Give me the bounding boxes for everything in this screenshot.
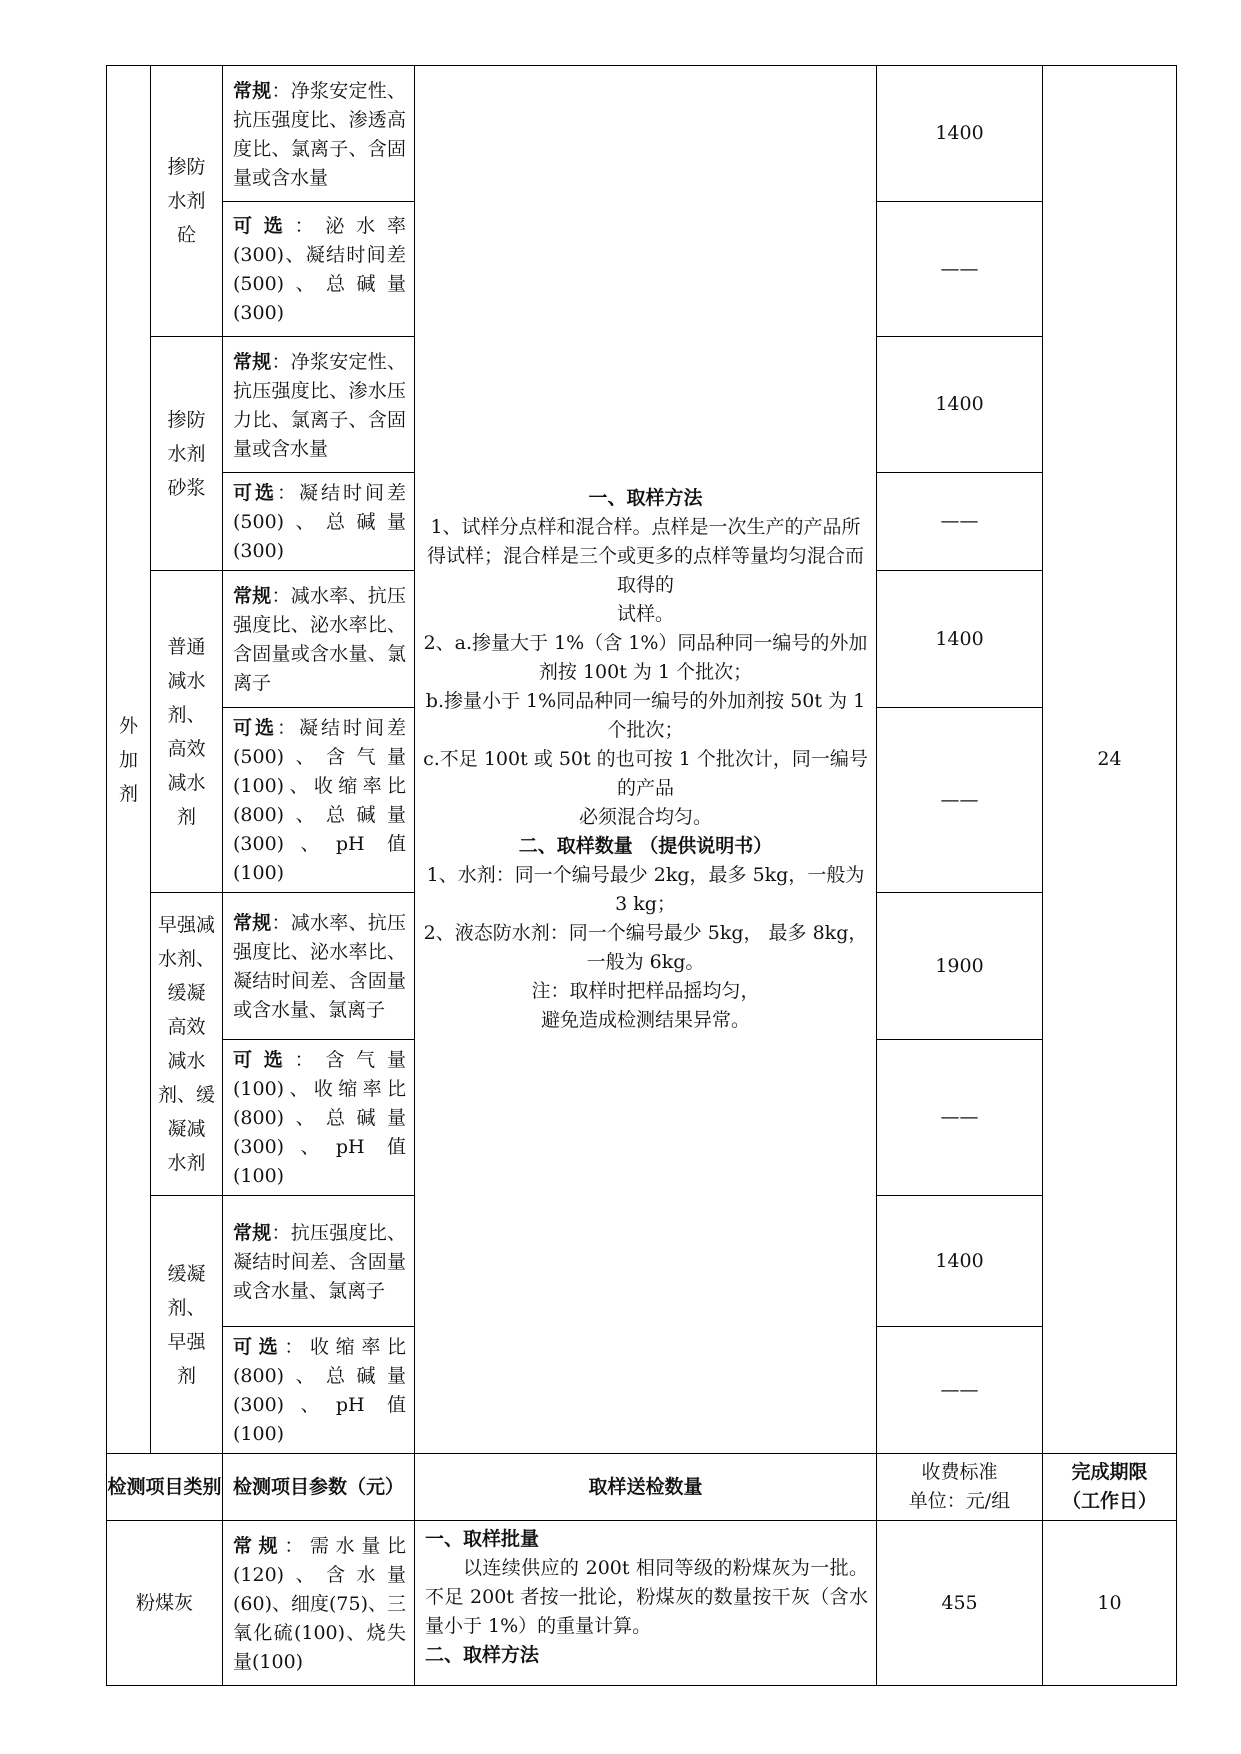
table-row: [107, 66, 1177, 202]
header-sampling: 取样送检数量: [415, 1454, 877, 1521]
fee-value: 1400: [877, 337, 1043, 473]
fee-value: ——: [877, 1040, 1043, 1196]
category-admixture: 外 加 剂: [107, 66, 151, 1454]
fee-value: ——: [877, 473, 1043, 571]
subcategory-name: 掺防 水剂 砂浆: [151, 337, 223, 571]
fee-value: ——: [877, 708, 1043, 893]
header-fee: 收费标准 单位：元/组: [877, 1454, 1043, 1521]
table-row: [107, 1521, 1177, 1686]
fee-value: 1400: [877, 66, 1043, 202]
routine-params: 常规：净浆安定性、抗压强度比、渗透高度比、氯离子、含固量或含水量: [223, 66, 415, 202]
header-category: 检测项目类别: [107, 1454, 223, 1521]
subcategory-name: 早强减 水剂、 缓凝 高效 减水 剂、缓 凝减 水剂: [151, 893, 223, 1196]
header-params: 检测项目参数（元）: [223, 1454, 415, 1521]
fee-value: 1400: [877, 1196, 1043, 1327]
inspection-fee-table: [106, 65, 1177, 1686]
completion-days: 24: [1043, 66, 1177, 1454]
routine-params: 常规：净浆安定性、抗压强度比、渗水压力比、氯离子、含固量或含水量: [223, 337, 415, 473]
optional-params: 可选：凝结时间差(500)、含气量(100)、收缩率比(800)、总碱量(300)、pH 值(100): [223, 708, 415, 893]
optional-params: 可选：泌水率(300)、凝结时间差(500)、总碱量(300): [223, 202, 415, 337]
category-flyash: 粉煤灰: [107, 1521, 223, 1686]
fee-value: 1900: [877, 893, 1043, 1040]
header-days: 完成期限 （工作日）: [1043, 1454, 1177, 1521]
sampling-instructions: 一、取样批量 以连续供应的 200t 相同等级的粉煤灰为一批。不足 200t 者按一批论，粉煤灰的数量按干灰（含水量小于 1%）的重量计算。 二、取样方法: [415, 1521, 877, 1686]
optional-params: 可选：凝结时间差(500)、总碱量(300): [223, 473, 415, 571]
routine-params: 常规：减水率、抗压强度比、泌水率比、含固量或含水量、氯离子: [223, 571, 415, 708]
routine-params: 常规：减水率、抗压强度比、泌水率比、凝结时间差、含固量或含水量、氯离子: [223, 893, 415, 1040]
subcategory-name: 普通 减水 剂、 高效 减水 剂: [151, 571, 223, 893]
routine-params: 常规：抗压强度比、凝结时间差、含固量或含水量、氯离子: [223, 1196, 415, 1327]
fee-value: 1400: [877, 571, 1043, 708]
routine-params: 常规：需水量比(120)、含水量(60)、细度(75)、三氧化硫(100)、烧失量(100): [223, 1521, 415, 1686]
subcategory-name: 缓凝 剂、 早强 剂: [151, 1196, 223, 1454]
fee-value: 455: [877, 1521, 1043, 1686]
fee-value: ——: [877, 202, 1043, 337]
optional-params: 可选：收缩率比(800)、总碱量(300)、pH 值(100): [223, 1327, 415, 1454]
completion-days: 10: [1043, 1521, 1177, 1686]
table-header-row: [107, 1454, 1177, 1521]
sampling-instructions: 一、取样方法 1、试样分点样和混合样。点样是一次生产的产品所得试样；混合样是三个或更多的点样等量均匀混合而取得的 试样。 2、a.掺量大于 1%（含 1%）同品种同一编号的外加剂按 100t 为 1 个批次； b.掺量小于 1%同品种同一编号的外加剂按 50t 为 1 个批次； c.不足 100t 或 50t 的也可按 1 个批次计，同一编号的产品 必须混合均匀。 二、取样数量 （提供说明书） 1、水剂：同一个编号最少 2kg，最多 5kg，一般为 3 kg； 2、液态防水剂：同一个编号最少 5kg， 最多 8kg，一般为 6kg。 注：取样时把样品摇均匀， 避免造成检测结果异常。: [415, 66, 877, 1454]
subcategory-name: 掺防 水剂 砼: [151, 66, 223, 337]
fee-value: ——: [877, 1327, 1043, 1454]
optional-params: 可选：含气量(100)、收缩率比(800)、总碱量(300)、pH 值(100): [223, 1040, 415, 1196]
